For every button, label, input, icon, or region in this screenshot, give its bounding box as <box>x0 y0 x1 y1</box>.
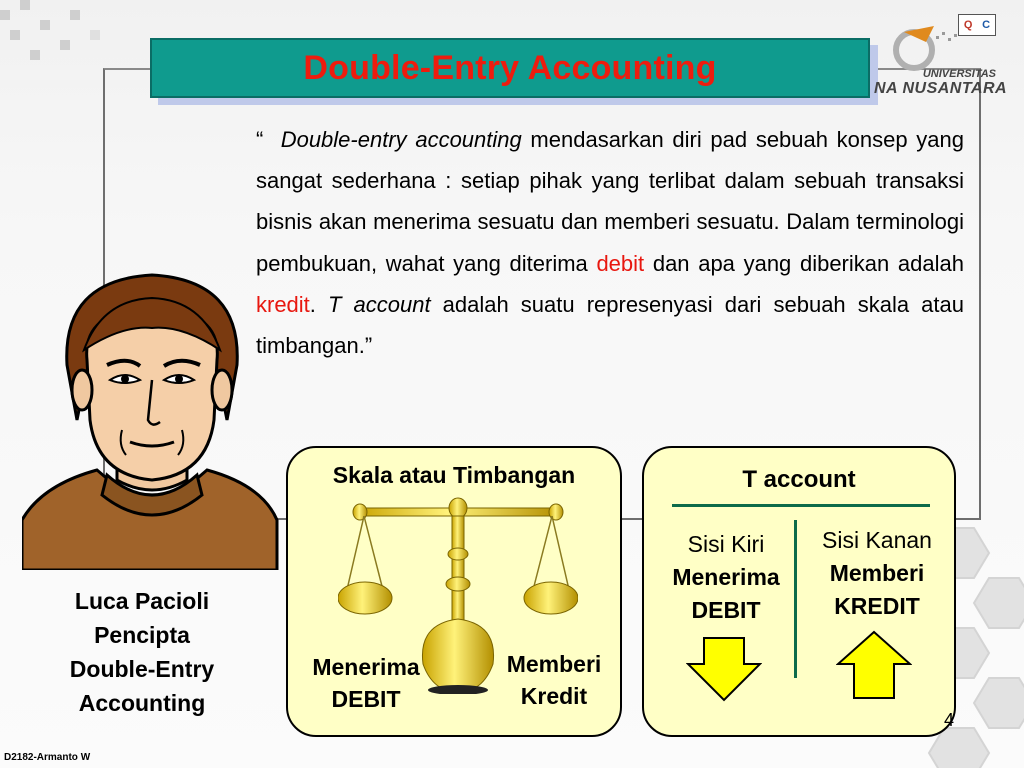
scale-right-line2: Kredit <box>520 683 588 709</box>
corner-pattern <box>0 0 110 60</box>
logo-text-1: UNIVERSITAS <box>922 68 996 80</box>
paragraph-text-4: adalah suatu represenyasi dari sebuah skala atau timbangan.” <box>256 291 964 359</box>
caption-line-2: Pencipta <box>94 622 190 648</box>
open-quote: “ <box>256 127 264 152</box>
kredit-word: kredit <box>256 291 310 317</box>
t-account-title: T account <box>742 466 856 493</box>
t-account-term: T account <box>328 291 431 317</box>
title-banner <box>150 38 870 98</box>
page-number: 4 <box>944 710 955 730</box>
corner-badge <box>958 14 996 36</box>
caption-line-3: Double-Entry <box>69 656 215 682</box>
term-text: Double-entry accounting <box>280 127 522 152</box>
definition-paragraph <box>256 119 964 366</box>
caption-line-1: Luca Pacioli <box>74 588 210 614</box>
paragraph-text-2: dan apa yang diberikan adalah <box>644 250 964 276</box>
right-side-line1: Memberi <box>829 560 925 586</box>
left-side-line1: Menerima <box>672 564 780 590</box>
right-side-title: Sisi Kanan <box>822 527 932 553</box>
right-side <box>802 524 952 623</box>
paragraph-text-3: . <box>309 291 328 317</box>
scale-left-line2: DEBIT <box>331 686 401 712</box>
c-icon: C <box>982 19 991 31</box>
paragraph-text-1: mendasarkan diri pad sebuah konsep yang sangat sederhana : setiap pihak yang terlibat dalam sebuah transaksi bisnis akan menerima sesuatu dan memberi sesuatu. Dalam terminologi pembukuan, wahat yang diterima <box>256 127 964 276</box>
t-account-horizontal-line <box>672 504 930 507</box>
left-side-title: Sisi Kiri <box>687 531 765 557</box>
portrait-caption <box>22 584 262 720</box>
right-side-line2: KREDIT <box>834 593 920 619</box>
t-account-vertical-line <box>794 520 797 678</box>
scale-left-label <box>296 651 436 715</box>
up-arrow-icon <box>836 630 912 700</box>
scale-panel-title: Skala atau Timbangan <box>332 462 576 488</box>
scale-right-line1: Memberi <box>506 651 602 677</box>
university-logo <box>874 22 1024 102</box>
scale-right-label <box>484 648 624 712</box>
left-side-line2: DEBIT <box>691 597 761 623</box>
q-icon: Q <box>963 19 973 31</box>
luca-pacioli-portrait <box>22 270 282 570</box>
left-side <box>658 528 794 627</box>
t-account-panel <box>642 446 956 737</box>
logo-text-2: NA NUSANTARA <box>874 80 1008 97</box>
slide-title: Double-Entry Accounting <box>303 48 717 87</box>
scale-left-line1: Menerima <box>312 654 420 680</box>
caption-line-4: Accounting <box>78 690 206 716</box>
down-arrow-icon <box>686 636 762 702</box>
footer-credit: D2182-Armanto W <box>4 752 91 763</box>
debit-word: debit <box>596 250 645 276</box>
scale-panel <box>286 446 622 737</box>
